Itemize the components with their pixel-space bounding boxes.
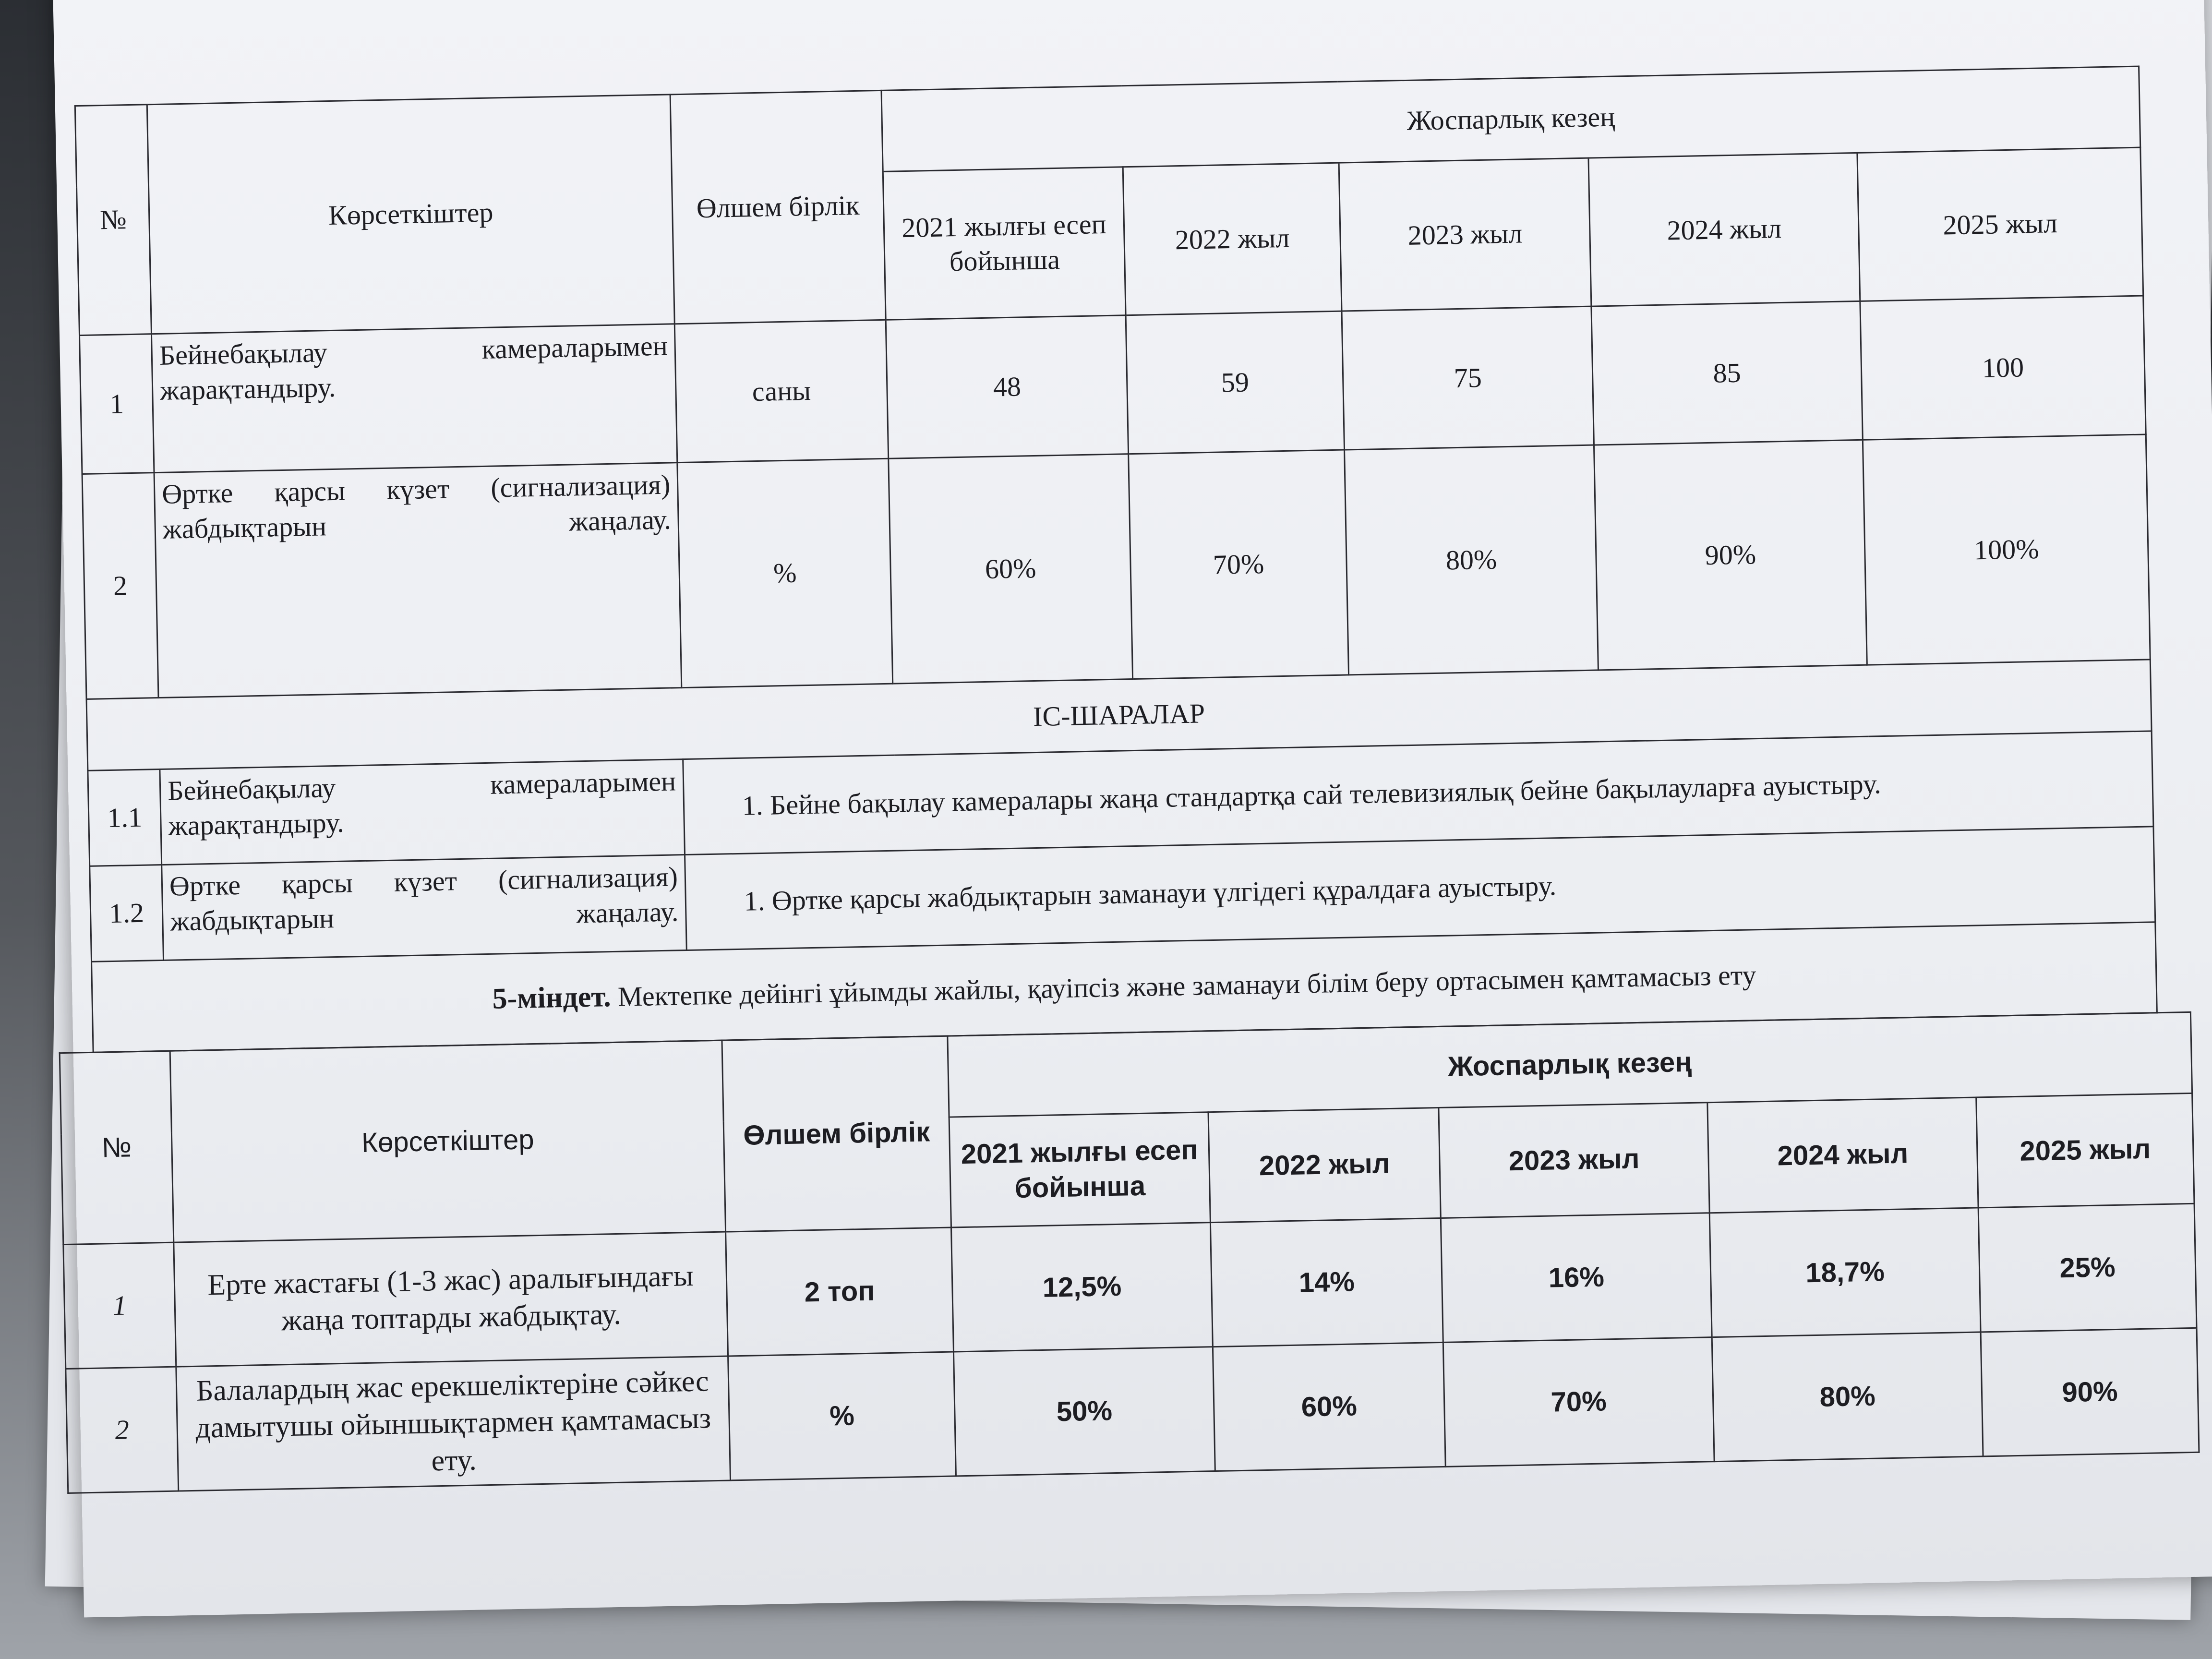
row-num: 1 xyxy=(63,1242,176,1369)
col-header-year: 2021 жылғы есеп бойынша xyxy=(883,167,1126,320)
document-page xyxy=(53,0,2212,1617)
document-content xyxy=(74,66,2165,1493)
activities-title: ІС-ШАРАЛАР xyxy=(86,660,2152,771)
col-header-unit: Өлшем бірлік xyxy=(670,90,886,324)
row-value: 90% xyxy=(1981,1328,2199,1456)
activity-action: 1. Бейне бақылау камералары жаңа стандартқа сай телевизиялық бейне бақылауларға ауыстыру. xyxy=(683,731,2153,855)
row-value: 48 xyxy=(886,315,1128,459)
row-value: 75 xyxy=(1342,306,1594,450)
row-num: 2 xyxy=(66,1367,179,1493)
row-value: 59 xyxy=(1126,311,1344,454)
indicators-table-1 xyxy=(74,66,2158,1053)
col-header-year: 2025 жыл xyxy=(1976,1093,2194,1208)
row-value: 18,7% xyxy=(1709,1208,1981,1337)
activity-action: 1. Өртке қарсы жабдықтарын заманауи үлгідегі құралдаға ауыстыру. xyxy=(685,827,2155,950)
col-header-year: 2024 жыл xyxy=(1707,1097,1978,1213)
activity-name: Өртке қарсы күзет (сигнализация) жабдықтарын жаңалау. xyxy=(162,855,687,961)
activity-num: 1.2 xyxy=(90,865,164,962)
col-header-unit: Өлшем бірлік xyxy=(722,1036,951,1232)
col-header-period: Жоспарлық кезең xyxy=(881,66,2140,171)
col-header-year: 2023 жыл xyxy=(1439,1103,1709,1218)
activity-name: Бейнебақылау камераларымен жарақтандыру. xyxy=(160,759,685,865)
row-value: 85 xyxy=(1591,301,1863,445)
row-value: 25% xyxy=(1978,1203,2197,1332)
row-value: 80% xyxy=(1712,1332,1983,1462)
row-value: 90% xyxy=(1594,440,1867,670)
row-indicator: Өртке қарсы күзет (сигнализация) жабдықтарын жаңалау. xyxy=(154,463,682,698)
indicators-table-2 xyxy=(59,1011,2200,1494)
row-unit: 2 топ xyxy=(726,1227,954,1356)
row-indicator: Балалардың жас ерекшеліктеріне сәйкес дамытушы ойыншықтармен қамтамасыз ету. xyxy=(176,1356,731,1491)
row-indicator: Ерте жастағы (1-3 жас) аралығындағы жаңа топтарды жабдықтау. xyxy=(174,1232,728,1367)
row-num: 2 xyxy=(82,473,158,699)
row-value: 80% xyxy=(1345,445,1599,675)
table-row xyxy=(82,434,2150,699)
col-header-year: 2023 жыл xyxy=(1339,158,1591,311)
row-value: 14% xyxy=(1210,1218,1443,1346)
col-header-num: № xyxy=(60,1051,174,1244)
row-unit: саны xyxy=(674,320,888,462)
col-header-year: 2022 жыл xyxy=(1208,1108,1441,1223)
row-unit: % xyxy=(677,458,893,687)
col-header-indicators: Көрсеткіштер xyxy=(147,95,674,334)
activity-num: 1.1 xyxy=(88,769,162,866)
col-header-year: 2024 жыл xyxy=(1588,153,1860,306)
row-unit: % xyxy=(728,1352,956,1480)
row-value: 12,5% xyxy=(951,1223,1213,1352)
col-header-num: № xyxy=(75,105,151,336)
row-value: 60% xyxy=(889,454,1133,684)
row-value: 70% xyxy=(1129,450,1349,679)
col-header-period: Жоспарлық кезең xyxy=(948,1012,2192,1117)
row-value: 60% xyxy=(1213,1342,1445,1471)
task-text: Мектепке дейінгі ұйымды жайлы, қауіпсіз және заманауи білім беру ортасымен қамтамасыз ету xyxy=(617,959,1756,1013)
row-value: 100% xyxy=(1863,434,2150,665)
row-indicator: Бейнебақылау камераларымен жарақтандыру. xyxy=(151,324,677,473)
col-header-year: 2021 жылғы есеп бойынша xyxy=(949,1112,1210,1227)
row-value: 16% xyxy=(1441,1213,1712,1343)
row-value: 50% xyxy=(953,1347,1215,1476)
row-value: 100 xyxy=(1860,296,2146,440)
task-lead: 5-міндет. xyxy=(492,980,612,1016)
row-num: 1 xyxy=(79,334,154,474)
col-header-indicators: Көрсеткіштер xyxy=(170,1040,725,1242)
col-header-year: 2022 жыл xyxy=(1123,163,1342,315)
col-header-year: 2025 жыл xyxy=(1857,147,2143,301)
row-value: 70% xyxy=(1443,1337,1714,1467)
